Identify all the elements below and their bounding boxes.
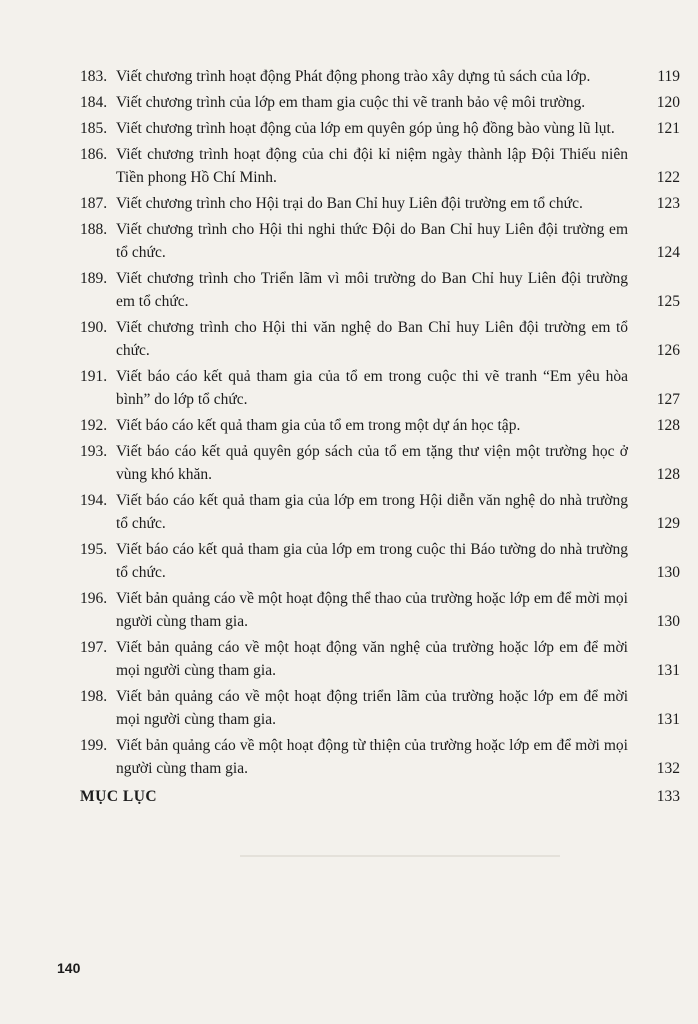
entry-page: 126 — [656, 342, 680, 359]
entry-page: 132 — [656, 760, 680, 777]
toc-entry — [80, 587, 680, 633]
entry-number: 185. — [80, 120, 108, 137]
toc-entry — [80, 489, 680, 535]
table-of-contents — [80, 65, 680, 808]
entry-page: 133 — [656, 788, 680, 805]
entry-page: 122 — [656, 169, 680, 186]
entry-number: 199. — [80, 737, 108, 754]
entry-page: 130 — [656, 613, 680, 630]
entry-title: Viết chương trình hoạt động của chi đội kỉ niệm ngày thành lập Đội Thiếu niên Tiền phong Hồ Chí Minh. — [116, 146, 628, 186]
entry-number: 197. — [80, 639, 108, 656]
entry-number: 192. — [80, 417, 108, 434]
toc-entry — [80, 734, 680, 780]
toc-entry — [80, 440, 680, 486]
toc-entry — [80, 143, 680, 189]
entry-title: Viết báo cáo kết quả quyên góp sách của tổ em tặng thư viện một trường học ở vùng khó khăn. — [116, 443, 628, 483]
entry-title: Viết bản quảng cáo về một hoạt động triển lãm của trường hoặc lớp em để mời mọi người cùng tham gia. — [116, 688, 628, 728]
entry-page: 130 — [656, 564, 680, 581]
entry-page: 123 — [656, 195, 680, 212]
entry-page: 131 — [656, 662, 680, 679]
toc-entry — [80, 117, 680, 140]
entry-number: 196. — [80, 590, 108, 607]
entry-title: Viết chương trình cho Hội thi nghi thức Đội do Ban Chỉ huy Liên đội trường em tổ chức. — [116, 221, 628, 261]
entry-page: 129 — [656, 515, 680, 532]
toc-entry — [80, 192, 680, 215]
toc-entry — [80, 267, 680, 313]
entry-number: 191. — [80, 368, 108, 385]
entry-title: Viết bản quảng cáo về một hoạt động thể thao của trường hoặc lớp em để mời mọi người cùng tham gia. — [116, 590, 628, 630]
entry-page: 127 — [656, 391, 680, 408]
entry-title: Viết báo cáo kết quả tham gia của lớp em trong cuộc thi Báo tường do nhà trường tổ chức. — [116, 541, 628, 581]
toc-entry — [80, 538, 680, 584]
entry-title: Viết báo cáo kết quả tham gia của tổ em trong cuộc thi vẽ tranh “Em yêu hòa bình” do lớp tổ chức. — [116, 368, 628, 408]
entry-title: Viết bản quảng cáo về một hoạt động từ thiện của trường hoặc lớp em để mời mọi người cùng tham gia. — [116, 737, 628, 777]
entry-number: 193. — [80, 443, 108, 460]
entry-number: 194. — [80, 492, 108, 509]
entry-title: Viết chương trình cho Hội thi văn nghệ do Ban Chỉ huy Liên đội trường em tổ chức. — [116, 319, 628, 359]
entry-title: Viết bản quảng cáo về một hoạt động văn nghệ của trường hoặc lớp em để mời mọi người cùng tham gia. — [116, 639, 628, 679]
entry-number: 198. — [80, 688, 108, 705]
toc-heading-entry — [80, 785, 680, 808]
toc-entry — [80, 636, 680, 682]
toc-entry — [80, 316, 680, 362]
entry-title: Viết chương trình của lớp em tham gia cuộc thi vẽ tranh bảo vệ môi trường. — [116, 94, 586, 111]
toc-entry — [80, 365, 680, 411]
entry-page: 125 — [656, 293, 680, 310]
entry-page: 124 — [656, 244, 680, 261]
entry-number: 184. — [80, 94, 108, 111]
entry-title: Viết báo cáo kết quả tham gia của tổ em trong một dự án học tập. — [116, 417, 521, 434]
toc-entry — [80, 65, 680, 88]
entry-number: 187. — [80, 195, 108, 212]
entry-number: 186. — [80, 146, 108, 163]
entry-page: 128 — [656, 466, 680, 483]
show-through-mark — [240, 855, 560, 857]
entry-number: 183. — [80, 68, 108, 85]
entry-number: 189. — [80, 270, 108, 287]
toc-entry — [80, 91, 680, 114]
entry-page: 121 — [656, 120, 680, 137]
entry-page: 120 — [656, 94, 680, 111]
entry-page: 128 — [656, 417, 680, 434]
toc-entry — [80, 218, 680, 264]
entry-number: 195. — [80, 541, 108, 558]
entry-title: Viết chương trình hoạt động của lớp em quyên góp ủng hộ đồng bào vùng lũ lụt. — [116, 120, 615, 137]
section-heading: MỤC LỤC — [80, 788, 158, 805]
entry-page: 119 — [657, 68, 680, 85]
entry-title: Viết báo cáo kết quả tham gia của lớp em trong Hội diễn văn nghệ do nhà trường tổ chức. — [116, 492, 628, 532]
entry-title: Viết chương trình hoạt động Phát động phong trào xây dựng tủ sách của lớp. — [116, 68, 591, 85]
entry-title: Viết chương trình cho Triển lãm vì môi trường do Ban Chỉ huy Liên đội trường em tổ chức. — [116, 270, 628, 310]
toc-entry — [80, 685, 680, 731]
entry-number: 190. — [80, 319, 108, 336]
page-number: 140 — [57, 960, 81, 976]
toc-entry — [80, 414, 680, 437]
entry-title: Viết chương trình cho Hội trại do Ban Chỉ huy Liên đội trường em tổ chức. — [116, 195, 583, 212]
entry-number: 188. — [80, 221, 108, 238]
entry-page: 131 — [656, 711, 680, 728]
